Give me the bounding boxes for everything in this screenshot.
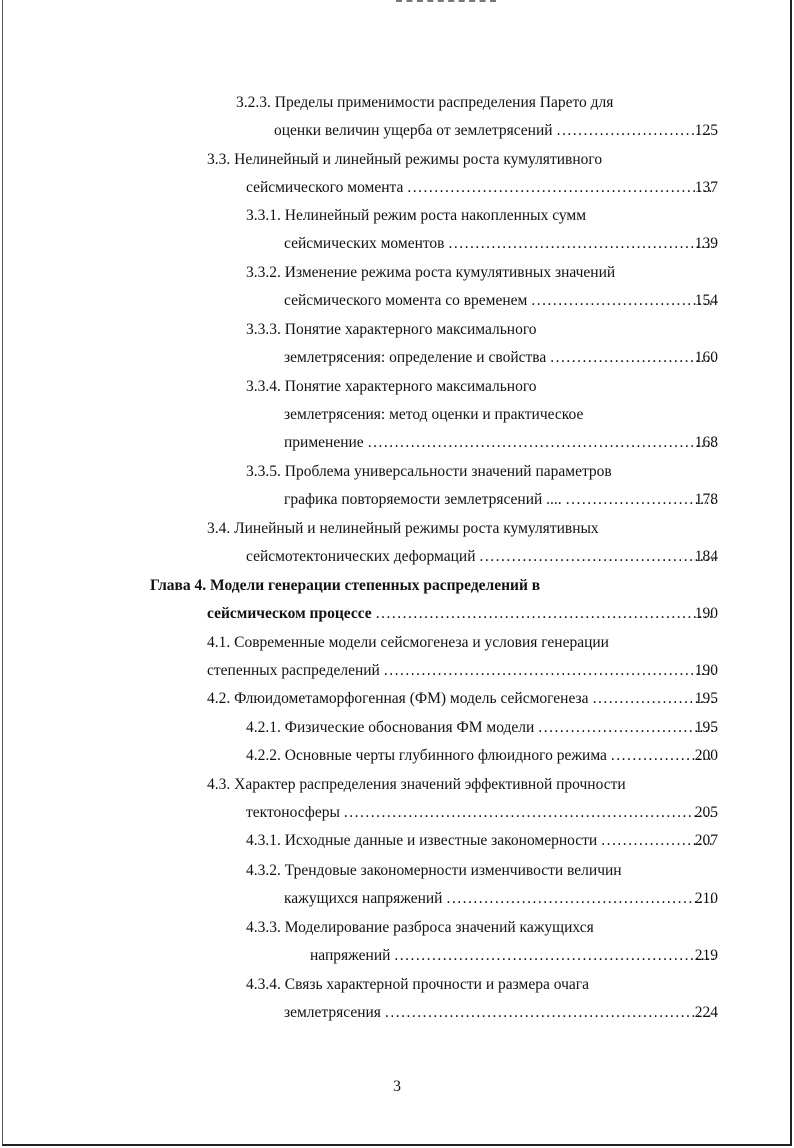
- toc-page-number: 190: [694, 605, 718, 622]
- toc-entry-4-2: 4.2. Флюидометаморфогенная (ФМ) модель сейсмогенеза .....: [207, 688, 718, 710]
- toc-entry-3-3-3-title: 3.3.3. Понятие характерного максимального: [246, 321, 537, 338]
- toc-entry-4-3-4-title: 4.3.4. Связь характерной прочности и размера очага: [246, 976, 589, 993]
- toc-chapter-4-title: Глава 4. Модели генерации степенных распределений в: [150, 577, 541, 594]
- toc-entry-3-3-5-title: 3.3.5. Проблема универсальности значений параметров: [246, 463, 612, 480]
- toc-page-number: 195: [694, 690, 718, 707]
- toc-entry-3-3-5-cont: графика повторяемости землетрясений .... .....: [284, 489, 718, 511]
- toc-page-number: 210: [694, 890, 718, 907]
- toc-entry-3-3-2-cont: сейсмического момента со временем .....: [284, 290, 718, 312]
- toc-entry-3-3-4-title: 3.3.4. Понятие характерного максимального: [246, 378, 537, 395]
- toc-entry-3-3-cont: сейсмического момента .....: [246, 177, 718, 199]
- toc-entry-4-3-1: 4.3.1. Исходные данные и известные закономерности .....: [246, 830, 718, 852]
- toc-page-number: 205: [694, 804, 718, 821]
- toc-entry-3-2-3-cont: оценки величин ущерба от землетрясений .....: [274, 120, 718, 142]
- toc-entry-4-3-4-cont: землетрясения .....: [284, 1002, 718, 1024]
- toc-entry-4-1-title: 4.1. Современные модели сейсмогенеза и условия генерации: [207, 634, 609, 651]
- toc-page-number: 160: [694, 349, 718, 366]
- toc-entry-4-1-cont: степенных распределений .....: [207, 660, 718, 682]
- toc-entry-4-2-1: 4.2.1. Физические обоснования ФМ модели .....: [246, 717, 718, 739]
- toc-entry-4-3-2-title: 4.3.2. Трендовые закономерности изменчивости величин: [246, 862, 622, 879]
- toc-entry-4-3-cont: тектоносферы .....: [246, 802, 718, 824]
- toc-chapter-4-cont: сейсмическом процессе .....: [207, 603, 718, 625]
- toc-entry-4-3-2-cont: кажущихся напряжений .....: [284, 888, 718, 910]
- toc-entry-3-3-title: 3.3. Нелинейный и линейный режимы роста кумулятивного: [207, 151, 603, 168]
- toc-page-number: 139: [694, 235, 718, 252]
- toc-entry-3-3-4-cont2: применение .....: [284, 432, 718, 454]
- toc-page-number: 137: [694, 179, 718, 196]
- page-number: 3: [393, 1078, 401, 1095]
- toc-entry-3-3-4-cont: землетрясения: метод оценки и практическое: [284, 406, 584, 423]
- toc-page-number: 168: [694, 434, 718, 451]
- toc-entry-3-4-title: 3.4. Линейный и нелинейный режимы роста кумулятивных: [207, 520, 599, 537]
- toc-page-number: 190: [694, 662, 718, 679]
- toc-entry-4-3-3-cont: напряжений .....: [310, 945, 718, 967]
- toc-entry-3-3-1-cont: сейсмических моментов .....: [284, 233, 718, 255]
- toc-entry-4-2-2: 4.2.2. Основные черты глубинного флюидного режима .....: [246, 745, 718, 767]
- toc-page-number: 178: [694, 491, 718, 508]
- toc-entry-3-4-cont: сейсмотектонических деформаций .....: [246, 546, 718, 568]
- toc-entry-3-3-1-title: 3.3.1. Нелинейный режим роста накопленных сумм: [246, 207, 587, 224]
- toc-entry-4-3-3-title: 4.3.3. Моделирование разброса значений кажущихся: [246, 919, 594, 936]
- toc-page-number: 224: [694, 1004, 718, 1021]
- toc-page-number: 200: [694, 747, 718, 764]
- toc-page-number: 154: [694, 292, 718, 309]
- toc-page-number: 219: [694, 947, 718, 964]
- toc-entry-3-3-3-cont: землетрясения: определение и свойства .....: [284, 347, 718, 369]
- toc-page-number: 184: [694, 548, 718, 565]
- toc-entry-3-3-2-title: 3.3.2. Изменение режима роста кумулятивных значений: [246, 264, 616, 281]
- toc-page-number: 195: [694, 719, 718, 736]
- toc-entry-3-2-3-title: 3.2.3. Пределы применимости распределения Парето для: [236, 94, 614, 111]
- toc-page-number: 125: [694, 122, 718, 139]
- toc-page-number: 207: [694, 832, 718, 849]
- toc-entry-4-3-title: 4.3. Характер распределения значений эффективной прочности: [207, 776, 626, 793]
